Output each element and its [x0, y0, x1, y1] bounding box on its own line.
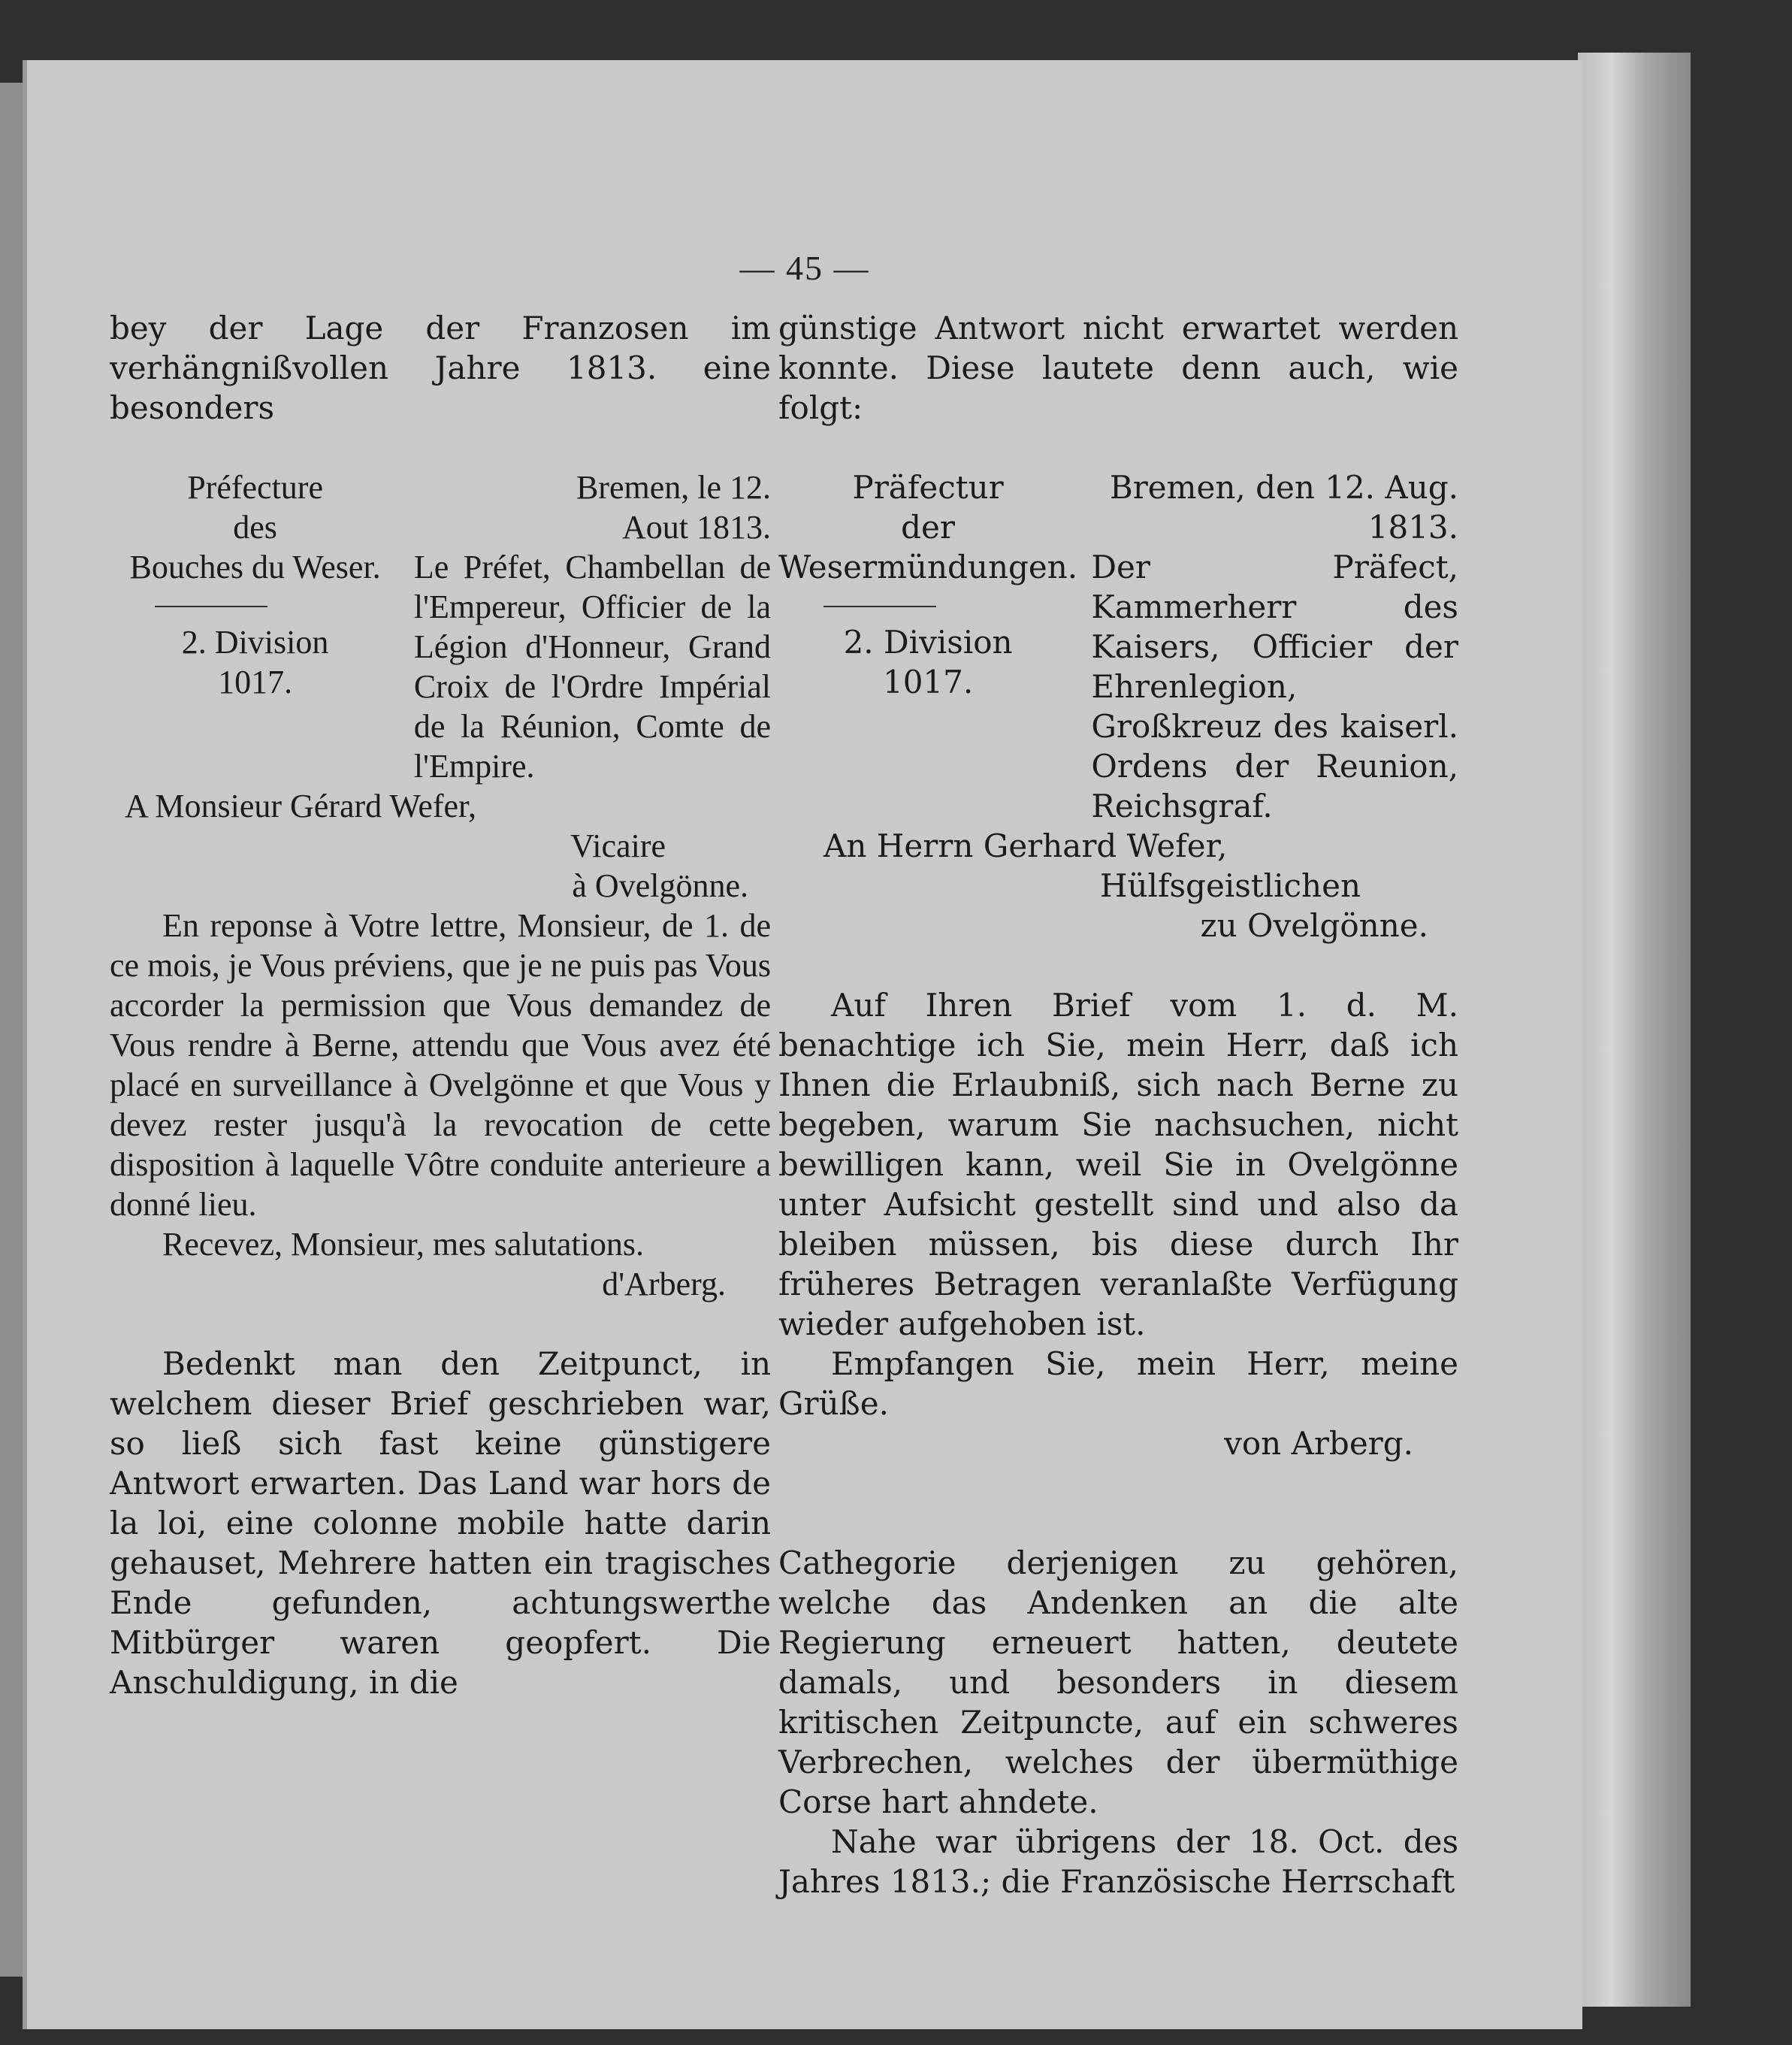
left-division: 2. Division	[181, 624, 329, 661]
left-closing: Recevez, Monsieur, mes salutations.	[162, 1226, 644, 1263]
right-address-1: An Herrn Gerhard Wefer,	[823, 827, 1228, 864]
left-place-date: Bremen, le 12.	[576, 469, 771, 506]
right-letterhead	[778, 467, 1458, 826]
left-signature: d'Arberg.	[602, 1266, 726, 1302]
left-titles: Le Préfet, Chambellan de l'Empereur, Officier de la Légion d'Honneur, Grand Croix de l'Ordre Impérial de la Réunion, Comte de l'Empire.	[413, 549, 771, 785]
right-final: Nahe war übrigens der 18. Oct. des Jahres 1813.; die Französische Herrschaft	[778, 1823, 1458, 1900]
page-number: — 45 —	[739, 249, 870, 287]
left-letterhead	[110, 467, 771, 786]
left-intro: bey der Lage der Franzosen im verhängnißvollen Jahre 1813. eine besonders	[110, 310, 771, 426]
left-address-2: Vicaire	[570, 827, 666, 864]
right-number: 1017.	[882, 664, 974, 700]
left-letter-body: En reponse à Votre lettre, Monsieur, de 1. de ce mois, je Vous préviens, que je ne puis pas Vous accorder la permission que Vous demandez de Vous rendre à Berne, attendu que Vous avez été placé en surveillance à Ovelgönne et que Vous y devez rester jusqu'à la revocation de cette disposition à laquelle Vôtre conduite anterieure a donné lieu.	[110, 907, 771, 1223]
left-month-year: Aout 1813.	[622, 509, 771, 546]
right-closing: Empfangen Sie, mein Herr, meine Grüße.	[778, 1345, 1458, 1422]
left-address-3: à Ovelgönne.	[572, 867, 748, 904]
left-rule	[155, 606, 267, 607]
left-des: des	[233, 509, 277, 546]
left-number: 1017.	[218, 664, 293, 700]
right-signature: von Arberg.	[1224, 1425, 1413, 1462]
right-address-2: Hülfsgeistlichen	[1099, 867, 1361, 904]
right-wesermuendungen: Wesermündungen.	[778, 549, 1078, 585]
right-letter-body: Auf Ihren Brief vom 1. d. M. benachtige ich Sie, mein Herr, daß ich Ihnen die Erlaubniß, sich nach Berne zu begeben, warum Sie nachsuchen, nicht bewilligen kann, weil Sie in Ovelgönne unter Aufsicht gestellt sind und also da bleiben müssen, bis diese durch Ihr früheres Betragen veranlaßte Verfügung wieder aufgehoben ist.	[778, 987, 1458, 1342]
left-column	[110, 308, 771, 1702]
right-continuation: Cathegorie derjenigen zu gehören, welche das Andenken an die alte Regierung erneuert hatten, deutete damals, und besonders in diesem kritischen Zeitpuncte, auf ein schweres Verbrechen, welches der übermüthige Corse hart ahndete.	[778, 1544, 1458, 1820]
left-bouches: Bouches du Weser.	[129, 549, 381, 585]
right-intro: günstige Antwort nicht erwartet werden konnte. Diese lautete denn auch, wie folgt:	[778, 310, 1458, 426]
right-der: der	[901, 509, 955, 546]
left-prefecture: Préfecture	[187, 469, 323, 506]
right-rule	[823, 606, 936, 607]
book-spine	[0, 83, 23, 1977]
right-division: 2. Division	[843, 624, 1013, 661]
page-edges	[1578, 53, 1691, 2007]
right-praefectur: Präfectur	[852, 469, 1004, 506]
left-continuation: Bedenkt man den Zeitpunct, in welchem dieser Brief geschrieben war, so ließ sich fast keine günstigere Antwort erwarten. Das Land war hors de la loi, eine colonne mobile hatte darin gehauset, Mehrere hatten ein tragisches Ende gefunden, achtungswerthe Mitbürger waren geopfert. Die Anschuldigung, in die	[110, 1345, 771, 1701]
right-address-3: zu Ovelgönne.	[1200, 907, 1428, 944]
book-page	[23, 60, 1582, 2029]
right-place-date: Bremen, den 12. Aug.	[1109, 469, 1458, 506]
left-address-1: A Monsieur Gérard Wefer,	[125, 788, 476, 824]
right-year: 1813.	[1367, 509, 1458, 546]
right-column	[778, 308, 1458, 1901]
right-titles: Der Präfect, Kammerherr des Kaisers, Officier der Ehrenlegion, Großkreuz des kaiserl. Ordens der Reunion, Reichsgraf.	[1091, 549, 1458, 824]
